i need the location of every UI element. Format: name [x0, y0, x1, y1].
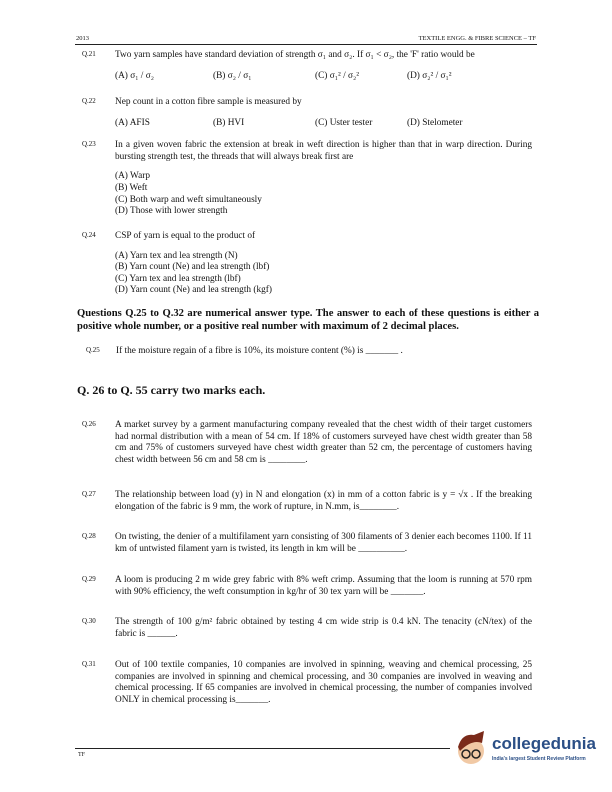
numerical-instruction: Questions Q.25 to Q.32 are numerical answer type. The answer to each of these questions is either a positive whole number, or a positive real number with maximum of 2 decimal places. [77, 308, 539, 332]
question-number: Q.29 [82, 575, 96, 583]
question-text: If the moisture regain of a fibre is 10%, its moisture content (%) is _______ . [116, 346, 403, 356]
question-number: Q.25 [86, 346, 100, 354]
question-number: Q.27 [82, 490, 96, 498]
question-text: A market survey by a garment manufacturing company revealed that the chest width of their target customers had normal distribution with a mean of 54 cm. If 18% of customers surveyed have chest width greater than 58 cm and 75% of customers surveyed have chest width greater than 52 cm, the percentage of customers having chest width between 56 cm and 58 cm is ________. [115, 420, 532, 466]
question-number: Q.28 [82, 532, 96, 540]
option-d: (D) Yarn count (Ne) and lea strength (kgf) [115, 285, 272, 296]
question-text: Out of 100 textile companies, 10 companies are involved in spinning, weaving and chemical processing, 25 companies are involved in spinning and chemical processing, and 30 companies are involved in weaving and chemical processing. If 65 companies are involved in chemical processing, the number of companies involved ONLY in chemical processing is_______. [115, 660, 532, 706]
question-number: Q.31 [82, 660, 96, 668]
question-text: The strength of 100 g/m² fabric obtained by testing 4 cm wide strip is 0.4 kN. The tenacity (cN/tex) of the fabric is ______. [115, 617, 532, 639]
question-23 [82, 140, 532, 218]
question-29 [82, 575, 532, 598]
option-b: (B) σ₂ / σ₁ [213, 70, 252, 81]
question-number: Q.21 [82, 50, 96, 58]
question-text: Two yarn samples have standard deviation of strength σ₁ and σ₂. If σ₁ < σ₂, the 'F' ratio would be [115, 50, 475, 60]
footer-code: TF [78, 752, 86, 758]
question-25 [86, 346, 536, 358]
header-rule [75, 44, 537, 45]
option-b: (B) Weft [115, 183, 148, 193]
question-text: CSP of yarn is equal to the product of [115, 231, 256, 241]
footer-rule [75, 748, 450, 749]
option-a: (A) Warp [115, 171, 150, 182]
question-26 [82, 420, 532, 467]
question-21 [82, 50, 532, 83]
option-b: (B) Yarn count (Ne) and lea strength (lbf) [115, 262, 270, 273]
option-c: (C) Both warp and weft simultaneously [115, 194, 262, 205]
question-27 [82, 490, 532, 513]
option-d: (D) Those with lower strength [115, 206, 228, 217]
question-number: Q.30 [82, 617, 96, 625]
question-number: Q.24 [82, 231, 96, 239]
question-28 [82, 532, 532, 555]
option-c: (C) Yarn tex and lea strength (lbf) [115, 273, 241, 284]
header-subject: TEXTILE ENGG. & FIBRE SCIENCE – TF [418, 35, 536, 42]
option-a: (A) σ₁ / σ₂ [115, 70, 154, 81]
option-d: (D) Stelometer [407, 117, 463, 128]
logo-name: collegedunia [492, 734, 596, 753]
option-c: (C) Uster tester [315, 117, 373, 128]
question-text: A loom is producing 2 m wide grey fabric with 8% weft crimp. Assuming that the loom is running at 570 rpm with 90% efficiency, the weft consumption in kg/hr of 30 tex yarn will be _______. [115, 575, 532, 597]
section-heading: Q. 26 to Q. 55 carry two marks each. [77, 383, 266, 397]
collegedunia-logo [452, 727, 602, 772]
logo-tagline: India's largest Student Review Platform [492, 756, 586, 762]
question-31 [82, 660, 532, 707]
option-c: (C) σ₁² / σ₂² [315, 70, 360, 81]
question-number: Q.26 [82, 420, 96, 428]
question-24 [82, 231, 532, 297]
option-b: (B) HVI [213, 117, 245, 128]
question-22 [82, 97, 532, 130]
question-30 [82, 617, 532, 640]
question-text: Nep count in a cotton fibre sample is measured by [115, 97, 302, 107]
header-year: 2013 [76, 35, 89, 42]
option-a: (A) Yarn tex and lea strength (N) [115, 250, 238, 261]
option-d: (D) σ₂² / σ₁² [407, 70, 452, 81]
question-text: In a given woven fabric the extension at break in weft direction is higher than that in warp direction. During bursting strength test, the threads that will always break first are [115, 140, 532, 162]
mascot-icon [452, 727, 490, 771]
question-number: Q.22 [82, 97, 96, 105]
question-text: On twisting, the denier of a multifilament yarn consisting of 300 filaments of 3 denier each becomes 1100. If 11 km of untwisted filament yarn is twisted, its length in km will be __________. [115, 532, 532, 554]
question-text: The relationship between load (y) in N and elongation (x) in mm of a cotton fabric is y = √x . If the breaking elongation of the fabric is 9 mm, the work of rupture, in N.mm, is________. [115, 490, 532, 512]
option-a: (A) AFIS [115, 117, 150, 128]
question-number: Q.23 [82, 140, 96, 148]
